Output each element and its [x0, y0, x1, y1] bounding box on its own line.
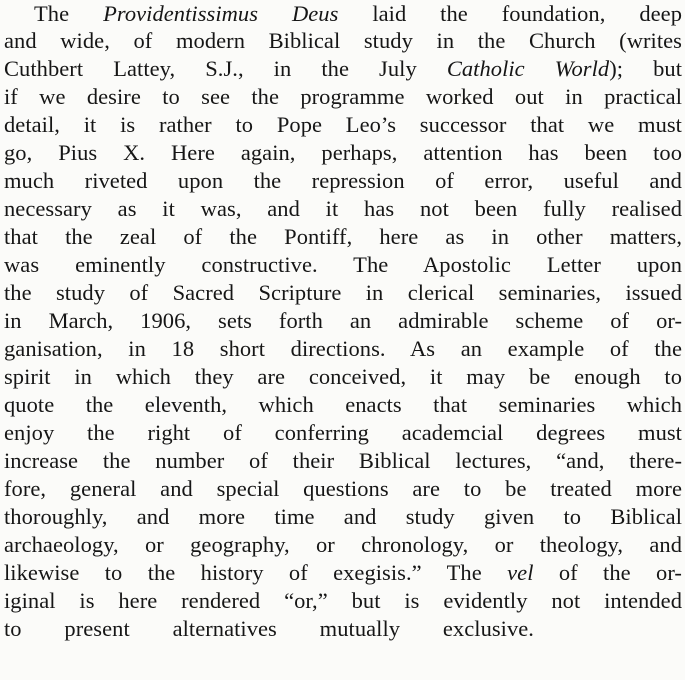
text-line: and wide, of modern Biblical study in the Church (writes — [4, 28, 682, 53]
text-line: thoroughly, and more time and study given to Biblical — [4, 504, 682, 529]
text-line: necessary as it was, and it has not been fully realised — [4, 196, 682, 221]
text-line: The Providentissimus Deus laid the foundation, deep — [34, 1, 682, 26]
text-line: fore, general and special questions are to be treated more — [4, 476, 682, 501]
text-line: that the zeal of the Pontiff, here as in other matters, — [4, 224, 682, 249]
text-line: detail, it is rather to Pope Leo’s successor that we must — [4, 112, 682, 137]
text-line: if we desire to see the programme worked out in practical — [4, 84, 682, 109]
text-line: archaeology, or geography, or chronology, or theology, and — [4, 532, 682, 557]
text-line: in March, 1906, sets forth an admirable scheme of or- — [4, 308, 682, 333]
text-line: go, Pius X. Here again, perhaps, attention has been too — [4, 140, 682, 165]
text-line: Cuthbert Lattey, S.J., in the July Catholic World); but — [4, 56, 683, 81]
text-line: enjoy the right of conferring academcial degrees must — [4, 420, 682, 445]
italic-text: vel — [507, 560, 534, 585]
text-line: spirit in which they are conceived, it may be enough to — [4, 364, 682, 389]
text-line: iginal is here rendered “or,” but is evidently not intended — [4, 588, 682, 613]
text-line: ganisation, in 18 short directions. As an example of the — [4, 336, 682, 361]
text-line: was eminently constructive. The Apostolic Letter upon — [4, 252, 682, 277]
text-line: much riveted upon the repression of error, useful and — [4, 168, 682, 193]
text-line: to present alternatives mutually exclusive. — [4, 616, 534, 641]
text-line: likewise to the history of exegisis.” The vel of the or- — [4, 560, 682, 585]
text-line: quote the eleventh, which enacts that seminaries which — [4, 392, 682, 417]
text-line: the study of Sacred Scripture in clerical seminaries, issued — [4, 280, 682, 305]
italic-text: Providentissimus Deus — [103, 1, 339, 26]
text-line: increase the number of their Biblical lectures, “and, there- — [4, 448, 682, 473]
italic-text: Catholic World — [446, 56, 610, 81]
